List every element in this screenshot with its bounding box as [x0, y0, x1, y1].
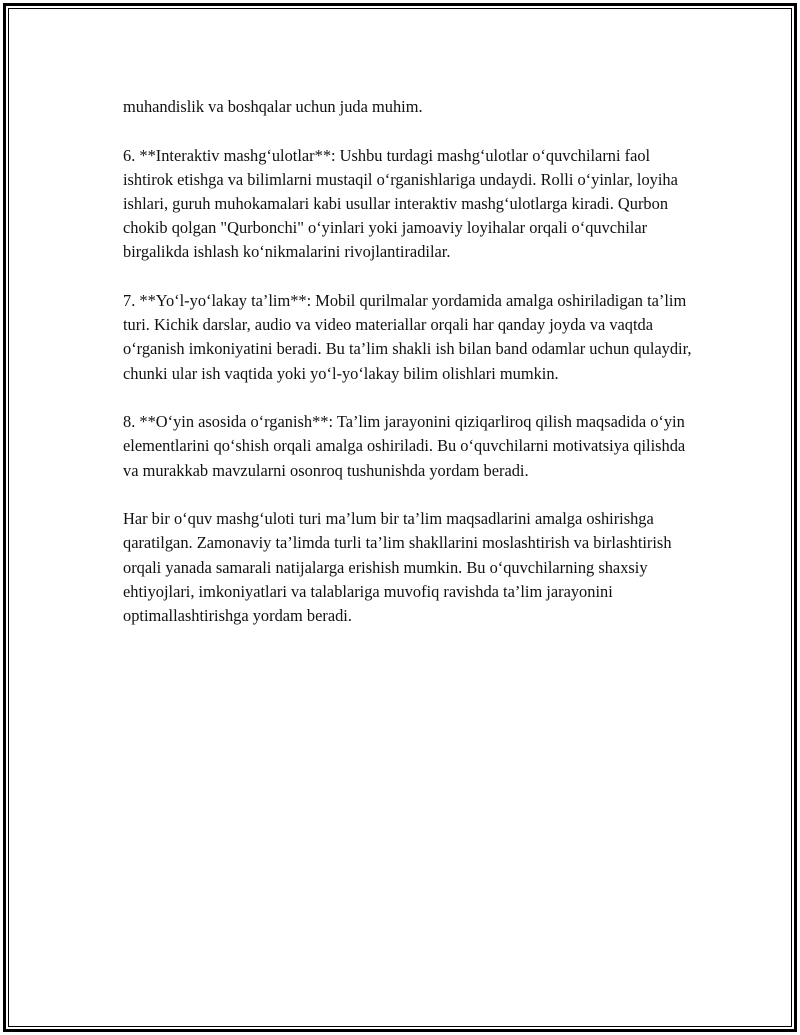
paragraph-conclusion: Har bir o‘quv mashg‘uloti turi ma’lum bir ta’lim maqsadlarini amalga oshirishga qaratilgan. Zamonaviy ta’limda turli ta’lim shakllarini moslashtirish va birlashtirish orqali yanada samarali natijalarga erishish mumkin. Bu o‘quvchilarning shaxsiy ehtiyojlari, imkoniyatlari va talablariga muvofiq ravishda ta’lim jarayonini optimallashtirishga yordam beradi.: [123, 509, 672, 626]
page-frame: [3, 3, 797, 1032]
paragraph-item-6: 6. **Interaktiv mashg‘ulotlar**: Ushbu turdagi mashg‘ulotlar o‘quvchilarni faol ishtirok etishga va bilimlarni mustaqil o‘rganishlariga undaydi. Rolli o‘yinlar, loyiha ishlari, guruh muhokamalari kabi usullar interaktiv mashg‘ulotlarga kiradi. Qurbon chokib qolgan "Qurbonchi" o‘yinlari yoki jamoaviy loyihalar orqali o‘quvchilar birgalikda ishlash ko‘nikmalarini rivojlantiradilar.: [123, 145, 678, 262]
paragraph-item-7: 7. **Yo‘l-yo‘lakay ta’lim**: Mobil qurilmalar yordamida amalga oshiriladigan ta’lim turi. Kichik darslar, audio va video materiallar orqali har qanday joyda va vaqtda o‘rganish imkoniyatini beradi. Bu ta’lim shakli ish bilan band odamlar uchun qulaydir, chunki ular ish vaqtida yoki yo‘l-yo‘lakay bilim olishlari mumkin.: [123, 291, 692, 383]
document-body: [123, 95, 695, 653]
paragraph-continuation: muhandislik va boshqalar uchun juda muhim.: [123, 97, 423, 116]
paragraph-item-8: 8. **O‘yin asosida o‘rganish**: Ta’lim jarayonini qiziqarliroq qilish maqsadida o‘yin elementlarini qo‘shish orqali amalga oshiriladi. Bu o‘quvchilarni motivatsiya qilishda va murakkab mavzularni osonroq tushunishda yordam beradi.: [123, 412, 686, 480]
